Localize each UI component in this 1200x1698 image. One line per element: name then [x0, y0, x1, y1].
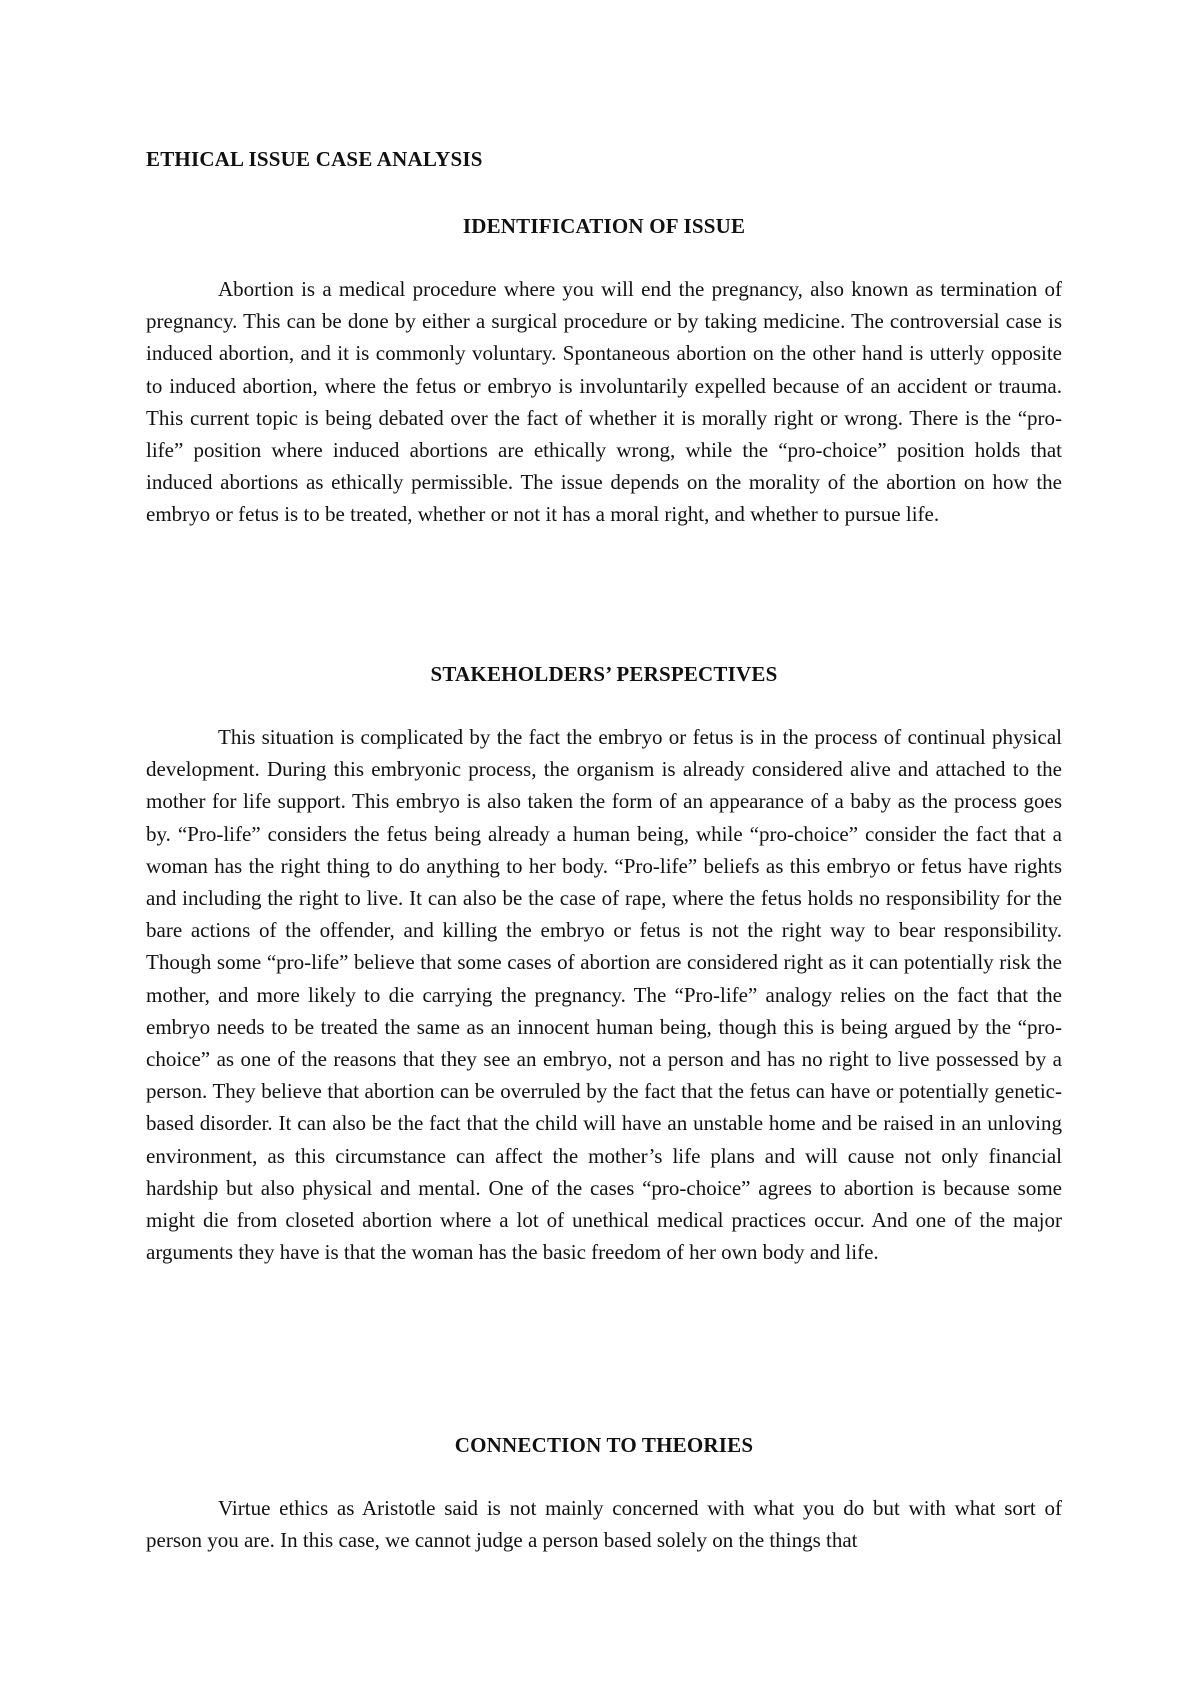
section-heading-stakeholders: STAKEHOLDERS’ PERSPECTIVES — [430, 662, 778, 686]
section-body-stakeholders: This situation is complicated by the fact the embryo or fetus is in the process of continual physical development. During this embryonic process, the organism is already considered alive and attached to the mother for life support. This embryo is also taken the form of an appearance of a baby as the process goes by. “Pro-life” considers the fetus being already a human being, while “pro-choice” consider the fact that a woman has the right thing to do anything to her body. “Pro-life” beliefs as this embryo or fetus have rights and including the right to live. It can also be the case of rape, where the fetus holds no responsibility for the bare actions of the offender, and killing the embryo or fetus is not the right way to bear responsibility. Though some “pro-life” believe that some cases of abortion are considered right as it can potentially risk the mother, and more likely to die carrying the pregnancy. The “Pro-life” analogy relies on the fact that the embryo needs to be treated the same as an innocent human being, though this is being argued by the “pro-choice” as one of the reasons that they see an embryo, not a person and has no right to live possessed by a person. They believe that abortion can be overruled by the fact that the fetus can have or potentially genetic-based disorder. It can also be the fact that the child will have an unstable home and be raised in an unloving environment, as this circumstance can affect the mother’s life plans and will cause not only financial hardship but also physical and mental. One of the cases “pro-choice” agrees to abortion is because some might die from closeted abortion where a lot of unethical medical practices occur. And one of the major arguments they have is that the woman has the basic freedom of her own body and life. — [146, 725, 1062, 1265]
section-body-theories: Virtue ethics as Aristotle said is not mainly concerned with what you do but with what sort of person you are. In this case, we cannot judge a person based solely on the things that — [146, 1496, 1062, 1553]
section-heading-theories: CONNECTION TO THEORIES — [454, 1433, 754, 1457]
section-heading-identification: IDENTIFICATION OF ISSUE — [462, 214, 746, 238]
document-title: ETHICAL ISSUE CASE ANALYSIS — [146, 147, 483, 171]
section-body-identification: Abortion is a medical procedure where you will end the pregnancy, also known as termination of pregnancy. This can be done by either a surgical procedure or by taking medicine. The controversial case is induced abortion, and it is commonly voluntary. Spontaneous abortion on the other hand is utterly opposite to induced abortion, where the fetus or embryo is involuntarily expelled because of an accident or trauma. This current topic is being debated over the fact of whether it is morally right or wrong. There is the “pro-life” position where induced abortions are ethically wrong, while the “pro-choice” position holds that induced abortions as ethically permissible. The issue depends on the morality of the abortion on how the embryo or fetus is to be treated, whether or not it has a moral right, and whether to pursue life. — [146, 277, 1062, 527]
